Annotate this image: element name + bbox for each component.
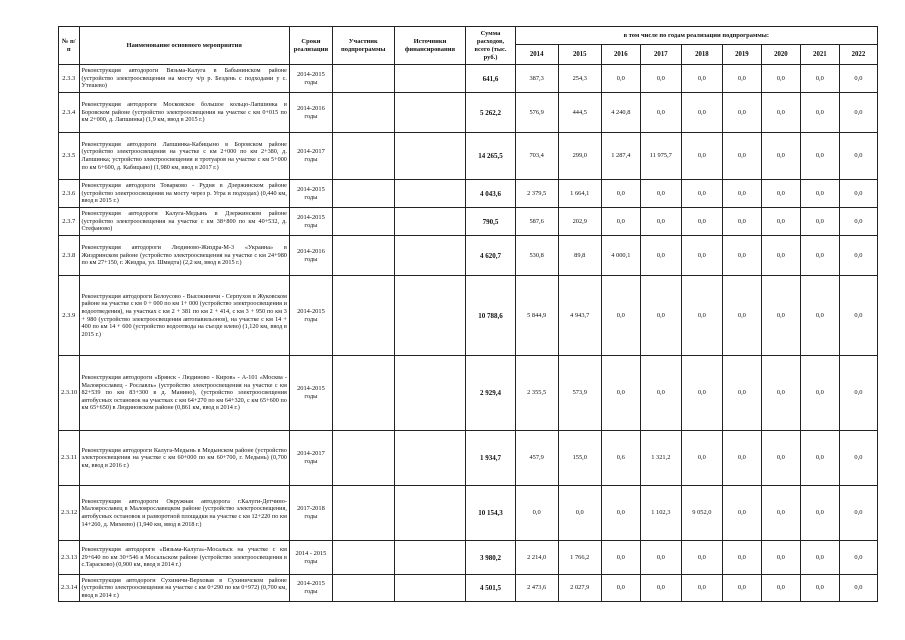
row-year-value: 0,0 — [839, 65, 877, 93]
row-year-value: 89,8 — [558, 236, 601, 276]
row-year-value: 0,0 — [681, 356, 722, 431]
row-year-value: 0,0 — [640, 180, 681, 208]
row-source — [394, 276, 466, 356]
row-year-value: 387,3 — [515, 65, 558, 93]
row-year-value: 2 214,0 — [515, 541, 558, 575]
header-sum: Сумма расходов, всего (тыс. руб.) — [466, 27, 515, 65]
row-year-value: 0,0 — [722, 541, 761, 575]
header-year: 2020 — [761, 45, 800, 65]
row-year-value: 530,8 — [515, 236, 558, 276]
row-year-value: 0,0 — [515, 486, 558, 541]
row-year-value: 0,0 — [601, 65, 640, 93]
row-year-value: 0,0 — [681, 431, 722, 486]
row-source — [394, 486, 466, 541]
row-year-value: 0,0 — [722, 208, 761, 236]
row-participant — [332, 356, 394, 431]
row-year-value: 0,0 — [640, 575, 681, 602]
row-year-value: 0,0 — [839, 276, 877, 356]
row-year-value: 0,0 — [761, 276, 800, 356]
row-year-value: 9 052,0 — [681, 486, 722, 541]
row-year-value: 1 287,4 — [601, 133, 640, 180]
row-year-value: 0,0 — [761, 431, 800, 486]
header-year: 2022 — [839, 45, 877, 65]
row-year-value: 2 355,5 — [515, 356, 558, 431]
row-year-value: 0,0 — [640, 93, 681, 133]
row-year-value: 155,0 — [558, 431, 601, 486]
row-year-value: 0,0 — [839, 133, 877, 180]
row-year-value: 0,0 — [601, 575, 640, 602]
row-year-value: 0,0 — [800, 180, 839, 208]
program-table — [58, 26, 878, 602]
row-participant — [332, 541, 394, 575]
row-source — [394, 431, 466, 486]
row-year-value: 2 379,5 — [515, 180, 558, 208]
row-year-value: 0,0 — [640, 236, 681, 276]
row-participant — [332, 93, 394, 133]
row-total: 3 980,2 — [466, 541, 515, 575]
row-source — [394, 208, 466, 236]
row-year-value: 0,0 — [640, 65, 681, 93]
row-year-value: 0,0 — [800, 65, 839, 93]
row-year-value: 0,0 — [839, 208, 877, 236]
row-number: 2.3.11 — [59, 431, 80, 486]
row-year-value: 0,0 — [761, 180, 800, 208]
row-year-value: 0,0 — [722, 431, 761, 486]
row-number: 2.3.10 — [59, 356, 80, 431]
row-participant — [332, 431, 394, 486]
table-row — [59, 236, 878, 276]
row-year-value: 0,0 — [640, 276, 681, 356]
row-term: 2014-2017 годы — [289, 431, 332, 486]
row-participant — [332, 180, 394, 208]
table-row — [59, 541, 878, 575]
row-number: 2.3.13 — [59, 541, 80, 575]
table-row — [59, 133, 878, 180]
row-term: 2017-2018 годы — [289, 486, 332, 541]
row-name: Реконструкция автодороги Товарково - Рудня в Дзержинском районе (устройство электроосвещения на мосту через р. Угра и подходах) (0,440 км, ввод в 2015 г.) — [79, 180, 289, 208]
row-term: 2014-2015 годы — [289, 180, 332, 208]
row-source — [394, 541, 466, 575]
row-number: 2.3.7 — [59, 208, 80, 236]
row-name: Реконструкция автодороги Людиново-Жиздра-М-3 «Украина» в Жиздринском районе (устройство электроосвещения на участке с км 24+980 по км 27+150, г. Жиздра, ул. Шмидта) (2,2 км, ввод в 2015 г.) — [79, 236, 289, 276]
row-year-value: 576,9 — [515, 93, 558, 133]
header-year: 2018 — [681, 45, 722, 65]
row-year-value: 1 321,2 — [640, 431, 681, 486]
row-source — [394, 356, 466, 431]
row-year-value: 0,0 — [722, 486, 761, 541]
row-number: 2.3.9 — [59, 276, 80, 356]
table-row — [59, 276, 878, 356]
header-name: Наименование основного мероприятия — [79, 27, 289, 65]
row-term: 2014-2016 годы — [289, 236, 332, 276]
row-total: 5 262,2 — [466, 93, 515, 133]
row-name: Реконструкция автодороги «Вязьма-Калуга»-Мосальск на участке с км 29+640 по км 30+546 в Мосальском районе (устройство электроосвещения в с.Тарасково) (0,900 км, ввод в 2014 г.) — [79, 541, 289, 575]
row-term: 2014-2015 годы — [289, 65, 332, 93]
row-year-value: 0,0 — [800, 541, 839, 575]
row-year-value: 444,5 — [558, 93, 601, 133]
row-number: 2.3.3 — [59, 65, 80, 93]
row-year-value: 0,0 — [601, 276, 640, 356]
table-row — [59, 180, 878, 208]
row-number: 2.3.5 — [59, 133, 80, 180]
row-year-value: 1 664,1 — [558, 180, 601, 208]
row-name: Реконструкция автодороги Калуга-Медынь в Медынском районе (устройство электроосвещения на участке с км 60+000 по км 60+700, г. Медынь) (0,700 км, ввод в 2016 г.) — [79, 431, 289, 486]
row-year-value: 0,0 — [601, 541, 640, 575]
row-name: Реконструкция автодороги Сухиничи-Верховая в Сухиничском районе (устройство электроосвещения на участке с км 0+290 по км 0+972) (0,700 км, ввод в 2014 г.) — [79, 575, 289, 602]
row-year-value: 0,0 — [722, 276, 761, 356]
row-year-value: 0,0 — [722, 133, 761, 180]
row-year-value: 0,0 — [761, 486, 800, 541]
row-year-value: 1 766,2 — [558, 541, 601, 575]
row-year-value: 4 943,7 — [558, 276, 601, 356]
row-name: Реконструкция автодороги Калуга-Медынь в Дзержинском районе (устройство электроосвещения на участке с км 38+800 по км 40+532, д. Стефаново) — [79, 208, 289, 236]
row-term: 2014-2015 годы — [289, 356, 332, 431]
row-number: 2.3.8 — [59, 236, 80, 276]
row-year-value: 0,0 — [722, 93, 761, 133]
header-year: 2014 — [515, 45, 558, 65]
row-year-value: 0,0 — [681, 236, 722, 276]
row-year-value: 0,0 — [722, 356, 761, 431]
row-year-value: 0,0 — [640, 356, 681, 431]
row-year-value: 1 102,3 — [640, 486, 681, 541]
table-row — [59, 93, 878, 133]
header-year: 2019 — [722, 45, 761, 65]
row-year-value: 0,0 — [601, 356, 640, 431]
row-year-value: 0,0 — [839, 431, 877, 486]
row-year-value: 0,0 — [800, 208, 839, 236]
row-year-value: 0,0 — [839, 541, 877, 575]
row-year-value: 0,0 — [800, 356, 839, 431]
row-year-value: 0,0 — [800, 575, 839, 602]
row-year-value: 0,0 — [839, 575, 877, 602]
row-name: Реконструкция автодороги Белоусово - Высокиничи - Серпухов в Жуковском районе на участке с км 0 + 000 по км 1+ 000 (устройство электроосвещения и водоотведения), на участках с км 2 + 381 по км 2 + 414, с км 3 + 950 по км 3 + 980 (устройство электроосвещения автопавильонов), на участке с км 14 + 400 по км 14 + 600 (устройство водоотвода на съезде влево) (1,120 км, ввод в 2015 г.) — [79, 276, 289, 356]
row-year-value: 457,9 — [515, 431, 558, 486]
header-year: 2017 — [640, 45, 681, 65]
row-year-value: 0,0 — [681, 133, 722, 180]
row-year-value: 4 000,1 — [601, 236, 640, 276]
row-number: 2.3.14 — [59, 575, 80, 602]
row-year-value: 703,4 — [515, 133, 558, 180]
table-row — [59, 65, 878, 93]
row-year-value: 0,0 — [800, 486, 839, 541]
row-year-value: 0,6 — [601, 431, 640, 486]
header-year: 2021 — [800, 45, 839, 65]
row-year-value: 0,0 — [761, 133, 800, 180]
table-row — [59, 356, 878, 431]
row-year-value: 573,9 — [558, 356, 601, 431]
row-year-value: 0,0 — [800, 93, 839, 133]
row-participant — [332, 133, 394, 180]
row-year-value: 0,0 — [761, 208, 800, 236]
row-year-value: 0,0 — [800, 431, 839, 486]
row-term: 2014-2015 годы — [289, 208, 332, 236]
row-term: 2014 - 2015 годы — [289, 541, 332, 575]
row-year-value: 0,0 — [722, 236, 761, 276]
row-number: 2.3.6 — [59, 180, 80, 208]
row-year-value: 0,0 — [722, 180, 761, 208]
row-total: 1 934,7 — [466, 431, 515, 486]
row-year-value: 0,0 — [839, 486, 877, 541]
row-year-value: 0,0 — [722, 575, 761, 602]
row-number: 2.3.12 — [59, 486, 80, 541]
row-year-value: 0,0 — [601, 208, 640, 236]
row-term: 2014-2015 годы — [289, 276, 332, 356]
row-source — [394, 133, 466, 180]
row-name: Реконструкция автодороги Московское большое кольцо-Лапшинка в Боровском районе (устройство электроосвещения на участке с км 0+015 по км 2+000, д. Лапшинка) (1,9 км, ввод в 2015 г.) — [79, 93, 289, 133]
row-year-value: 0,0 — [681, 541, 722, 575]
row-year-value: 254,3 — [558, 65, 601, 93]
row-year-value: 202,9 — [558, 208, 601, 236]
row-year-value: 4 240,8 — [601, 93, 640, 133]
row-year-value: 0,0 — [601, 180, 640, 208]
row-total: 10 788,6 — [466, 276, 515, 356]
row-total: 790,5 — [466, 208, 515, 236]
row-year-value: 11 975,7 — [640, 133, 681, 180]
row-name: Реконструкция автодороги Окружная автодорога г.Калуги-Детчино-Малоярославец в Малоярославецком районе (устройство электроосвещения, автобусных остановок и разворотной площадки на участке с км 12+220 по км 14+260, д. Михеево) (1,940 км, ввод в 2018 г.) — [79, 486, 289, 541]
row-year-value: 0,0 — [839, 180, 877, 208]
row-total: 641,6 — [466, 65, 515, 93]
row-year-value: 2 473,6 — [515, 575, 558, 602]
row-year-value: 2 027,9 — [558, 575, 601, 602]
row-source — [394, 236, 466, 276]
row-number: 2.3.4 — [59, 93, 80, 133]
table-row — [59, 431, 878, 486]
row-year-value: 0,0 — [839, 236, 877, 276]
header-year: 2015 — [558, 45, 601, 65]
row-participant — [332, 65, 394, 93]
row-source — [394, 65, 466, 93]
row-year-value: 0,0 — [640, 208, 681, 236]
table-row — [59, 486, 878, 541]
row-total: 4 620,7 — [466, 236, 515, 276]
row-total: 4 501,5 — [466, 575, 515, 602]
row-year-value: 587,6 — [515, 208, 558, 236]
header-term: Сроки реализации — [289, 27, 332, 65]
row-source — [394, 93, 466, 133]
row-year-value: 0,0 — [761, 356, 800, 431]
row-year-value: 0,0 — [681, 65, 722, 93]
row-participant — [332, 236, 394, 276]
row-total: 10 154,3 — [466, 486, 515, 541]
row-total: 2 929,4 — [466, 356, 515, 431]
row-year-value: 0,0 — [761, 541, 800, 575]
row-year-value: 0,0 — [558, 486, 601, 541]
row-year-value: 299,0 — [558, 133, 601, 180]
row-year-value: 0,0 — [839, 93, 877, 133]
row-source — [394, 575, 466, 602]
row-year-value: 5 844,9 — [515, 276, 558, 356]
header-source: Источники финансирования — [394, 27, 466, 65]
row-term: 2014-2017 годы — [289, 133, 332, 180]
row-name: Реконструкция автодороги Вязьма-Калуга в Бабынинском районе (устройство электроосвещения на мосту ч/р р. Бездень с подходами у с. Утешево) — [79, 65, 289, 93]
row-participant — [332, 276, 394, 356]
row-term: 2014-2016 годы — [289, 93, 332, 133]
row-year-value: 0,0 — [800, 133, 839, 180]
row-year-value: 0,0 — [761, 93, 800, 133]
row-name: Реконструкция автодороги «Брянск - Людиново - Киров» - А-101 «Москва - Малоярославец - Рославль» (устройство электроосвещения на участке с км 82+539 по км 83+300 в д. Манино), (устройство электроосвещения автобусных остановок на участках с км 64+270 по км 64+320, с км 65+600 по км 65+650) в Людиновском районе (0,861 км, ввод в 2014 г.) — [79, 356, 289, 431]
row-participant — [332, 208, 394, 236]
row-year-value: 0,0 — [681, 180, 722, 208]
row-year-value: 0,0 — [761, 575, 800, 602]
row-year-value: 0,0 — [800, 236, 839, 276]
row-year-value: 0,0 — [601, 486, 640, 541]
row-year-value: 0,0 — [640, 541, 681, 575]
header-participant: Участник подпрограммы — [332, 27, 394, 65]
row-year-value: 0,0 — [681, 276, 722, 356]
row-year-value: 0,0 — [681, 93, 722, 133]
row-year-value: 0,0 — [681, 208, 722, 236]
row-total: 4 043,6 — [466, 180, 515, 208]
row-participant — [332, 486, 394, 541]
row-year-value: 0,0 — [761, 65, 800, 93]
row-participant — [332, 575, 394, 602]
row-source — [394, 180, 466, 208]
row-year-value: 0,0 — [722, 65, 761, 93]
header-year: 2016 — [601, 45, 640, 65]
row-total: 14 265,5 — [466, 133, 515, 180]
row-term: 2014-2015 годы — [289, 575, 332, 602]
header-by-years: в том числе по годам реализации подпрограммы: — [515, 27, 877, 45]
row-year-value: 0,0 — [800, 276, 839, 356]
row-year-value: 0,0 — [761, 236, 800, 276]
row-year-value: 0,0 — [839, 356, 877, 431]
row-name: Реконструкция автодороги Лапшинка-Кабицыно в Боровском районе (устройство электроосвещения на участке с км 2+000 по км 2+380, д. Лапшинка; устройство электроосвещения и тротуаров на участке с км 5+000 по км 6+600, д. Кабицыно) (1,980 км, ввод в 2017 г.) — [79, 133, 289, 180]
header-num: № п/п — [59, 27, 80, 65]
table-row — [59, 575, 878, 602]
row-year-value: 0,0 — [681, 575, 722, 602]
table-row — [59, 208, 878, 236]
